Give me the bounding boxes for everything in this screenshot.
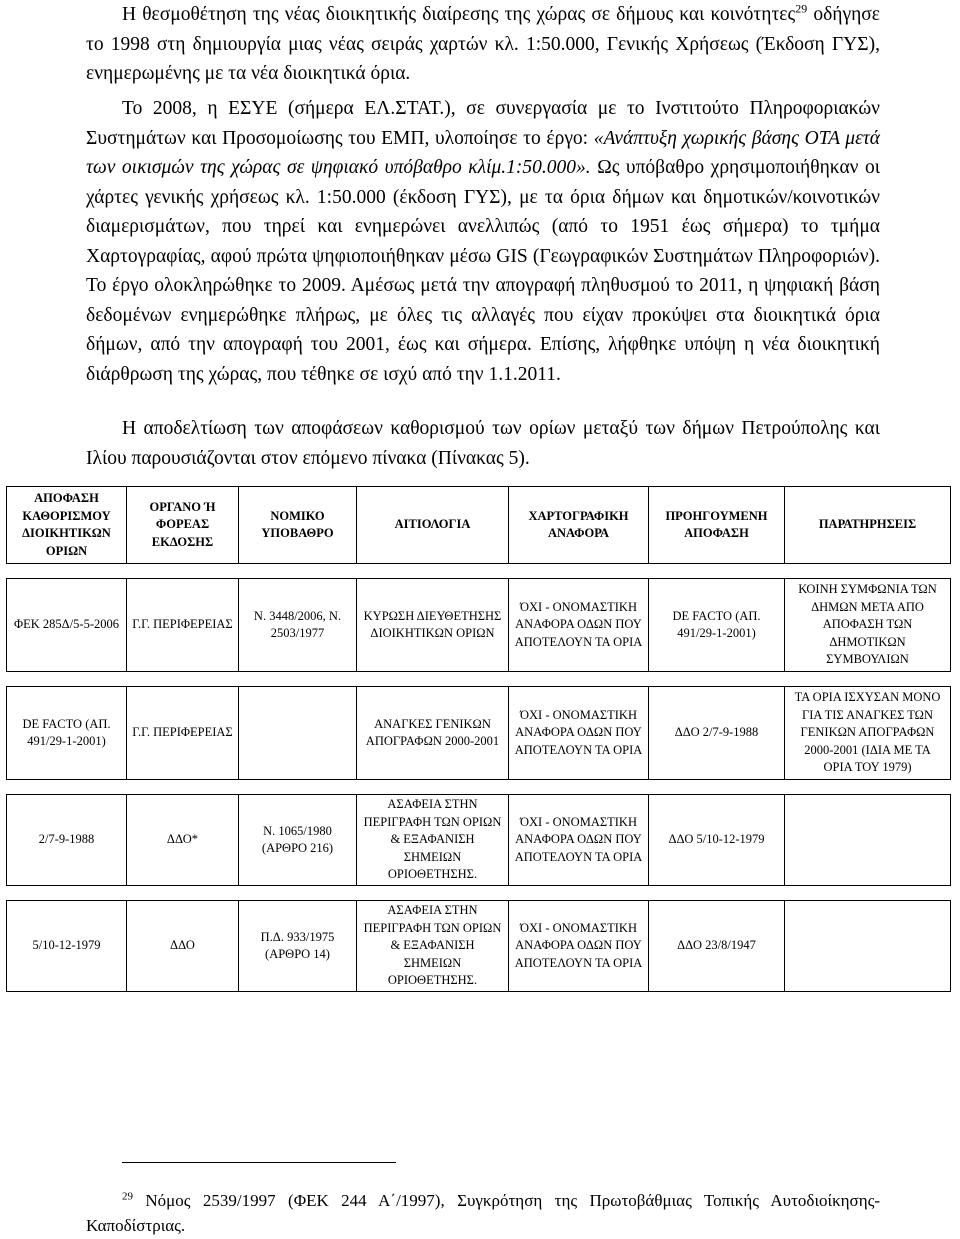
table-row: [7, 795, 951, 886]
table-cell: DE FACTO (ΑΠ. 491/29-1-2001): [649, 579, 785, 672]
project-title: «Ανάπτυξη χωρικής βάσης ΟΤΑ μετά των οικισμών της χώρας σε ψηφιακό υπόβαθρο κλίμ.1:50.000».: [86, 127, 880, 178]
table-cell: ΌΧΙ - ΟΝΟΜΑΣΤΙΚΗ ΑΝΑΦΟΡΑ ΟΔΩΝ ΠΟΥ ΑΠΟΤΕΛΟΥΝ ΤΑ ΟΡΙΑ: [509, 579, 649, 672]
table-cell: ΌΧΙ - ΟΝΟΜΑΣΤΙΚΗ ΑΝΑΦΟΡΑ ΟΔΩΝ ΠΟΥ ΑΠΟΤΕΛΟΥΝ ΤΑ ΟΡΙΑ: [509, 795, 649, 886]
table-cell: Π.Δ. 933/1975 (ΑΡΘΡΟ 14): [239, 901, 357, 992]
table-cell: ΔΔΟ 23/8/1947: [649, 901, 785, 992]
table-header-cell: ΟΡΓΑΝΟ Ή ΦΟΡΕΑΣ ΕΚΔΟΣΗΣ: [127, 487, 239, 564]
table-cell: ΑΣΑΦΕΙΑ ΣΤΗΝ ΠΕΡΙΓΡΑΦΗ ΤΩΝ ΟΡΙΩΝ & ΕΞΑΦΑΝΙΣΗ ΣΗΜΕΙΩΝ ΟΡΙΟΘΕΤΗΣΗΣ.: [357, 901, 509, 992]
table-cell: ΔΔΟ 5/10-12-1979: [649, 795, 785, 886]
table-cell: Γ.Γ. ΠΕΡΙΦΕΡΕΙΑΣ: [127, 579, 239, 672]
table-cell: ΔΔΟ 2/7-9-1988: [649, 687, 785, 780]
footnote-ref[interactable]: 29: [795, 1, 808, 16]
table-cell: ΑΣΑΦΕΙΑ ΣΤΗΝ ΠΕΡΙΓΡΑΦΗ ΤΩΝ ΟΡΙΩΝ & ΕΞΑΦΑΝΙΣΗ ΣΗΜΕΙΩΝ ΟΡΙΟΘΕΤΗΣΗΣ.: [357, 795, 509, 886]
paragraph-2-text-b: Ως υπόβαθρο χρησιμοποιήθηκαν οι χάρτες γενικής χρήσεως κλ. 1:50.000 (έκδοση ΓΥΣ), με τα όρια δήμων και δημοτικών/κοινοτικών διαμερισμάτων, που τηρεί και ενημερώνει ανελλιπώς (από το 1951 έως σήμερα) το τμήμα Χαρτογραφίας, αφού πρώτα ψηφιοποιήθηκαν μέσω GIS (Γεωγραφικών Συστημάτων Πληροφοριών). Το έργο ολοκληρώθηκε το 2009. Αμέσως μετά την απογραφή πληθυσμού το 2011, η ψηφιακή βάση δεδομένων ενημερώθηκε πλήρως, με όλες τις αλλαγές που είχαν προκύψει στα διοικητικά όρια δήμων, από την απογραφή του 2001, έως και σήμερα. Επίσης, λήφθηκε υπόψη η νέα διοικητική διάρθρωση της χώρας, που τέθηκε σε ισχύ από την 1.1.2011.: [86, 157, 881, 385]
table-cell: ΌΧΙ - ΟΝΟΜΑΣΤΙΚΗ ΑΝΑΦΟΡΑ ΟΔΩΝ ΠΟΥ ΑΠΟΤΕΛΟΥΝ ΤΑ ΟΡΙΑ: [509, 901, 649, 992]
footnote: [86, 1188, 880, 1238]
table-cell: ΑΝΑΓΚΕΣ ΓΕΝΙΚΩΝ ΑΠΟΓΡΑΦΩΝ 2000-2001: [357, 687, 509, 780]
table-cell: ΦΕΚ 285Δ/5-5-2006: [7, 579, 127, 672]
paragraph-1-text-a: Η θεσμοθέτηση της νέας διοικητικής διαίρεσης της χώρας σε δήμους και κοινότητες: [122, 4, 796, 25]
table-row: [7, 901, 951, 992]
paragraph-3-text: Η αποδελτίωση των αποφάσεων καθορισμού των ορίων μεταξύ των δήμων Πετρούπολης και Ιλίου παρουσιάζονται στον επόμενο πίνακα (Πίνακας 5).: [86, 418, 880, 469]
paragraph-1-text-b: οδήγησε το 1998 στη δημιουργία μιας νέας σειράς χαρτών κλ. 1:50.000, Γενικής Χρήσεως (Έκδοση ΓΥΣ), ενημερωμένης με τα νέα διοικητικά όρια.: [86, 4, 880, 84]
table-cell: ΚΥΡΩΣΗ ΔΙΕΥΘΕΤΗΣΗΣ ΔΙΟΙΚΗΤΙΚΩΝ ΟΡΙΩΝ: [357, 579, 509, 672]
table-header-cell: ΑΠΟΦΑΣΗ ΚΑΘΟΡΙΣΜΟΥ ΔΙΟΙΚΗΤΙΚΩΝ ΟΡΙΩΝ: [7, 487, 127, 564]
footnote-text: Νόμος 2539/1997 (ΦΕΚ 244 Α΄/1997), Συγκρότηση της Πρωτοβάθμιας Τοπικής Αυτοδιοίκησης-Καποδίστριας.: [86, 1191, 880, 1235]
table-cell: 2/7-9-1988: [7, 795, 127, 886]
table-header-row: [7, 487, 951, 564]
table-row: [7, 687, 951, 780]
table-cell: ΔΔΟ*: [127, 795, 239, 886]
table-cell: [785, 901, 951, 992]
paragraph-1: [86, 0, 880, 89]
table-header-cell: ΝΟΜΙΚΟ ΥΠΟΒΑΘΡΟ: [239, 487, 357, 564]
table-header-cell: ΑΙΤΙΟΛΟΓΙΑ: [357, 487, 509, 564]
table-header-cell: ΠΑΡΑΤΗΡΗΣΕΙΣ: [785, 487, 951, 564]
table-header-cell: ΠΡΟΗΓΟΥΜΕΝΗ ΑΠΟΦΑΣΗ: [649, 487, 785, 564]
table-cell: Γ.Γ. ΠΕΡΙΦΕΡΕΙΑΣ: [127, 687, 239, 780]
table-cell: ΔΔΟ: [127, 901, 239, 992]
table-cell: 5/10-12-1979: [7, 901, 127, 992]
table-cell: [785, 795, 951, 886]
table-row: [7, 579, 951, 672]
table-cell: DE FACTO (ΑΠ. 491/29-1-2001): [7, 687, 127, 780]
table-cell: ΌΧΙ - ΟΝΟΜΑΣΤΙΚΗ ΑΝΑΦΟΡΑ ΟΔΩΝ ΠΟΥ ΑΠΟΤΕΛΟΥΝ ΤΑ ΟΡΙΑ: [509, 687, 649, 780]
table-cell: ΤΑ ΟΡΙΑ ΙΣΧΥΣΑΝ ΜΟΝΟ ΓΙΑ ΤΙΣ ΑΝΑΓΚΕΣ ΤΩΝ ΓΕΝΙΚΩΝ ΑΠΟΓΡΑΦΩΝ 2000-2001 (ΙΔΙΑ ΜΕ ΤΑ ΟΡΙΑ ΤΟΥ 1979): [785, 687, 951, 780]
footnote-separator: [122, 1162, 396, 1163]
paragraph-2: [86, 94, 880, 389]
table-cell: ΚΟΙΝΗ ΣΥΜΦΩΝΙΑ ΤΩΝ ΔΗΜΩΝ ΜΕΤΑ ΑΠΟ ΑΠΟΦΑΣΗ ΤΩΝ ΔΗΜΟΤΙΚΩΝ ΣΥΜΒΟΥΛΙΩΝ: [785, 579, 951, 672]
table-cell: Ν. 3448/2006, Ν. 2503/1977: [239, 579, 357, 672]
table-cell: [239, 687, 357, 780]
boundary-decisions-table: [6, 486, 951, 992]
table-header-cell: ΧΑΡΤΟΓΡΑΦΙΚΗ ΑΝΑΦΟΡΑ: [509, 487, 649, 564]
table-cell: Ν. 1065/1980 (ΑΡΘΡΟ 216): [239, 795, 357, 886]
footnote-number: 29: [122, 1190, 133, 1203]
paragraph-2-text-a: Το 2008, η ΕΣΥΕ (σήμερα ΕΛ.ΣΤΑΤ.), σε συνεργασία με το Ινστιτούτο Πληροφοριακών Συστημάτων και Προσομοίωσης του ΕΜΠ, υλοποίησε το έργο:: [86, 98, 880, 149]
paragraph-3: [86, 414, 880, 473]
